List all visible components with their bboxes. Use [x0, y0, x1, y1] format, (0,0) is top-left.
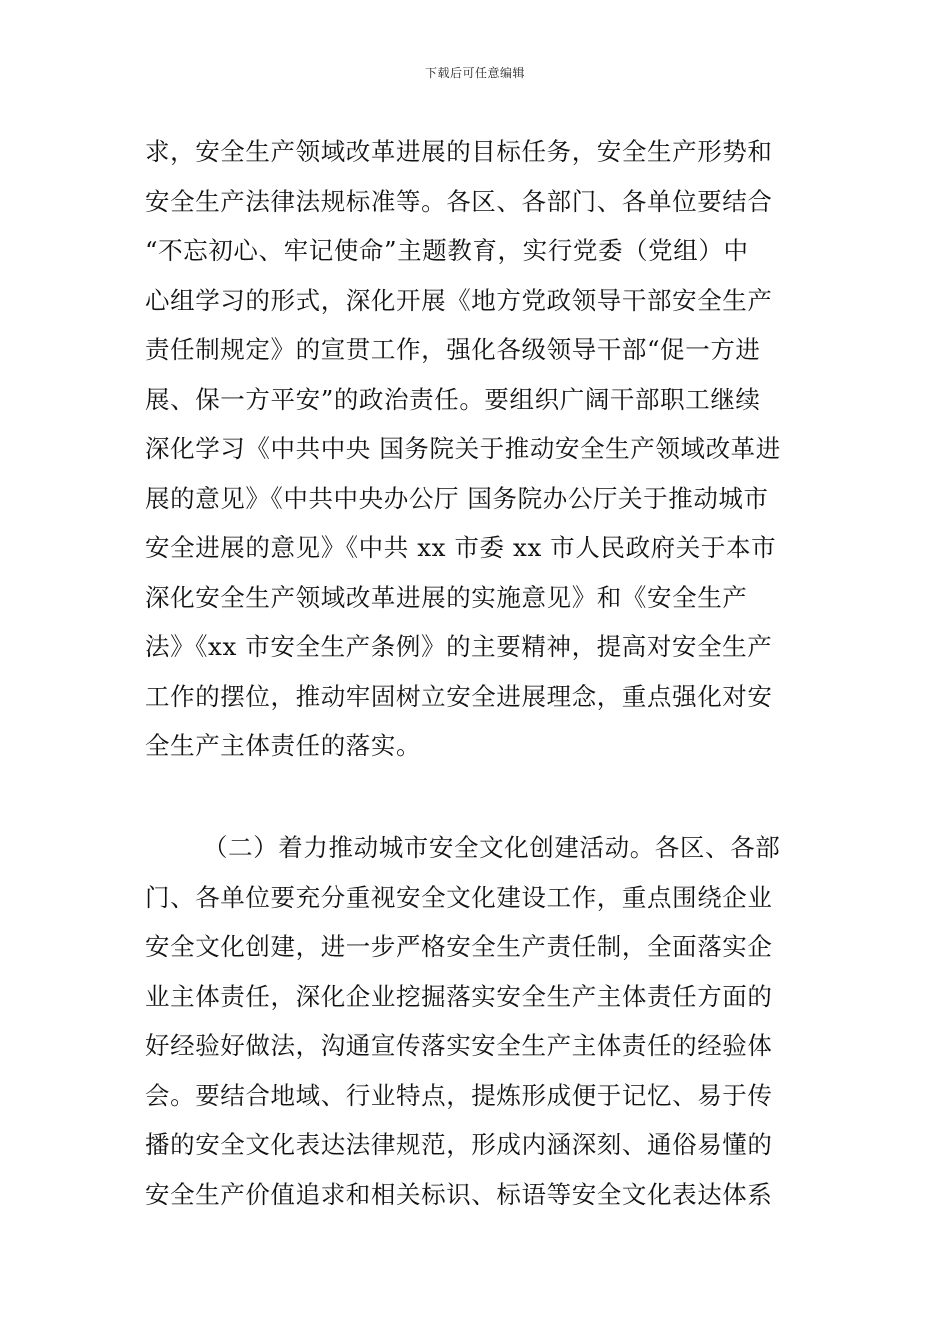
- text-line: “不忘初心、牢记使命”主题教育，实行党委（党组）中: [145, 236, 749, 265]
- text-line: 播的安全文化表达法律规范，形成内涵深刻、通俗易懂的: [145, 1130, 773, 1159]
- text-line: 心组学习的形式，深化开展《地方党政领导干部安全生产: [145, 285, 773, 315]
- text-line: 工作的摆位，推动牢固树立安全进展理念，重点强化对安: [145, 681, 773, 711]
- text-line: 责任制规定》的宣贯工作，强化各级领导干部“促一方进: [145, 335, 761, 364]
- paragraph-1: [145, 127, 815, 771]
- text-line: 深化安全生产领域改革进展的实施意见》和《安全生产: [145, 582, 748, 612]
- text-line: 好经验好做法，沟通宣传落实安全生产主体责任的经验体: [145, 1031, 773, 1060]
- text-line: 安全生产价值追求和相关标识、标语等安全文化表达体系: [145, 1179, 773, 1209]
- text-line: 求，安全生产领域改革进展的目标任务，安全生产形势和: [145, 137, 773, 166]
- text-line: 法》《xx 市安全生产条例》的主要精神，提高对安全生产: [145, 632, 773, 661]
- text-line: 安全进展的意见》《中共 xx 市委 xx 市人民政府关于本市: [145, 533, 777, 562]
- text-line: 展的意见》《中共中央办公厅 国务院办公厅关于推动城市: [145, 483, 769, 513]
- text-line: 深化学习《中共中央 国务院关于推动安全生产领域改革进: [145, 434, 781, 463]
- text-line: 会。要结合地域、行业特点，提炼形成便于记忆、易于传: [145, 1080, 773, 1110]
- text-line: 安全文化创建，进一步严格安全生产责任制，全面落实企: [145, 932, 773, 961]
- text-line: （二）着力推动城市安全文化创建活动。各区、各部: [203, 833, 781, 862]
- text-line: 安全生产法律法规标准等。各区、各部门、各单位要结合: [145, 186, 773, 216]
- text-line: 全生产主体责任的落实。: [145, 731, 422, 760]
- header-note: 下载后可任意编辑: [424, 66, 525, 80]
- paragraph-2: [145, 823, 815, 1219]
- text-line: 展、保一方平安”的政治责任。要组织广阔干部职工继续: [145, 384, 761, 414]
- text-line: 门、各单位要充分重视安全文化建设工作，重点围绕企业: [145, 882, 773, 912]
- text-line: 业主体责任，深化企业挖掘落实安全生产主体责任方面的: [145, 981, 773, 1011]
